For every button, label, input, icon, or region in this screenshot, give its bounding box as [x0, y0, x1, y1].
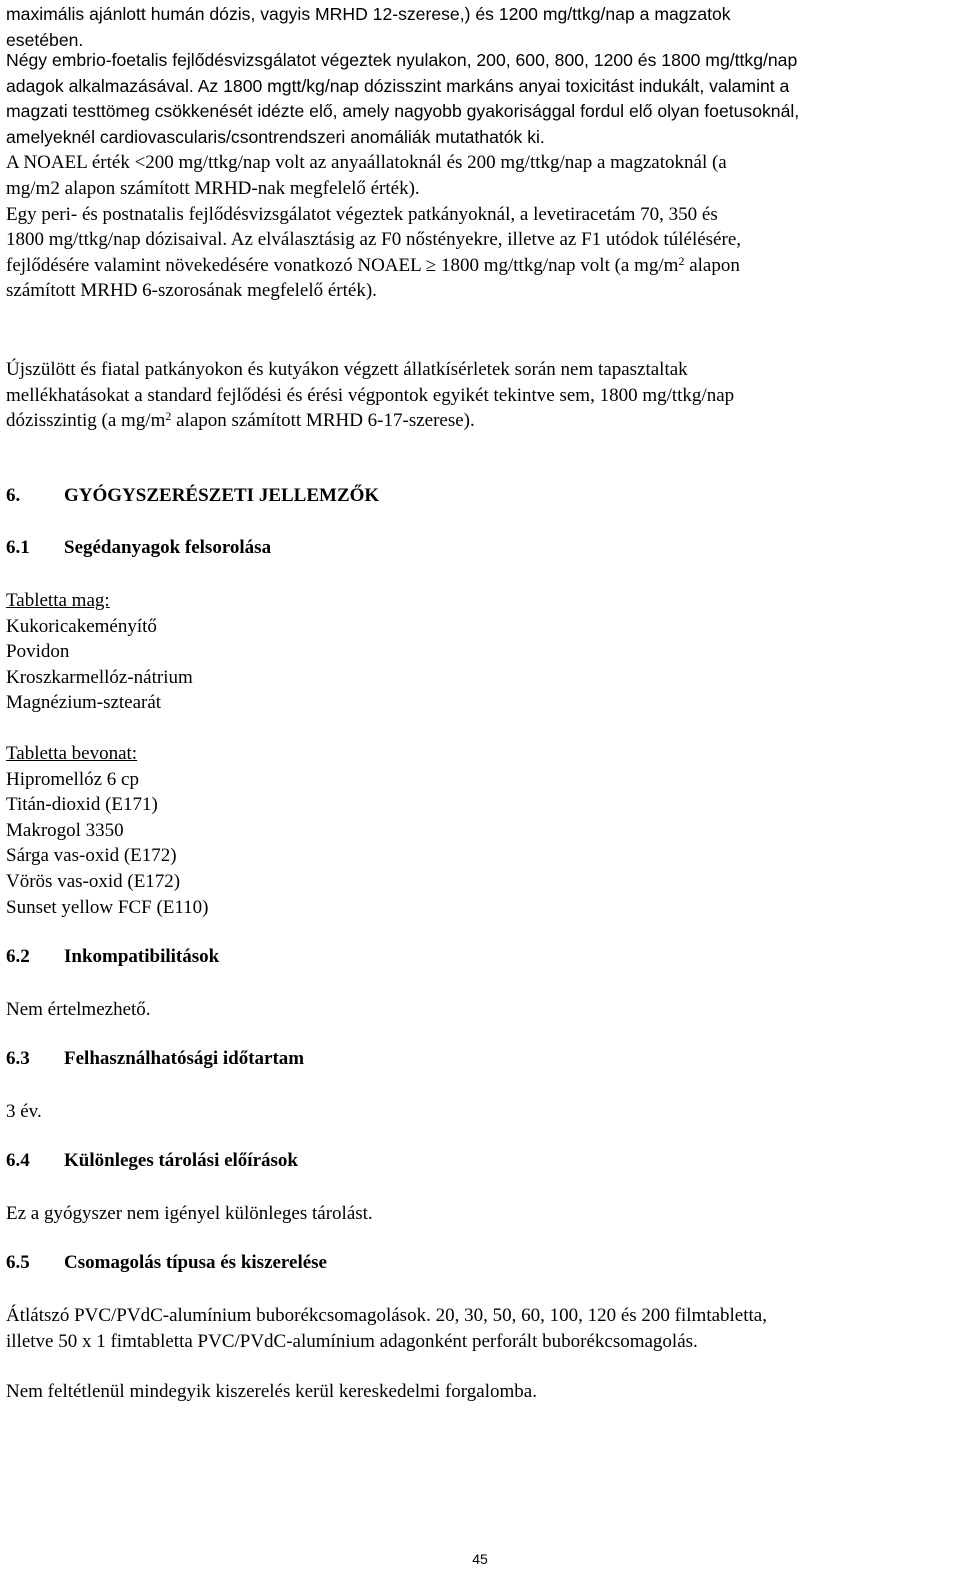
text-line: esetében. — [6, 29, 84, 50]
section-number: 6.5 — [6, 1252, 30, 1273]
text-line: Átlátszó PVC/PVdC-alumínium buborékcsomagolások. 20, 30, 50, 60, 100, 120 és 200 filmtabletta, — [6, 1305, 767, 1326]
list-item: Makrogol 3350 — [6, 819, 124, 841]
text-line: számított MRHD 6-szorosának megfelelő érték). — [6, 280, 377, 302]
text-line: maximális ajánlott humán dózis, vagyis MRHD 12-szerese,) és 1200 mg/ttkg/nap a magzatok — [6, 4, 731, 24]
section-6-3-heading — [6, 1048, 304, 1070]
section-6-3-text: 3 év. — [6, 1101, 42, 1122]
rabbit-study-paragraph — [6, 48, 799, 304]
section-number: 6.1 — [6, 537, 30, 558]
section-title: GYÓGYSZERÉSZETI JELLEMZŐK — [64, 485, 380, 506]
section-6-4-heading — [6, 1150, 298, 1172]
text-span: adagok alkalmazásával. — [6, 75, 194, 96]
text-line — [6, 227, 799, 253]
text-line: Négy embrio-foetalis fejlődésvizsgálatot végeztek nyulakon, 200, 600, 800, 1200 és 1800 mg/ttkg/nap — [6, 50, 798, 70]
section-title: Segédanyagok felsorolása — [64, 537, 272, 558]
section-title: Különleges tárolási előírások — [64, 1150, 298, 1171]
section-number: 6. — [6, 485, 21, 506]
list-item: Sárga vas-oxid (E172) — [6, 845, 177, 867]
list-item: Vörös vas-oxid (E172) — [6, 870, 181, 892]
superscript: 2 — [165, 409, 172, 424]
text-span: Az 1800 mgtt/kg/nap dózisszint markáns anyai toxicitást indukált, valamint a — [193, 75, 790, 96]
section-6-2-text: Nem értelmezhető. — [6, 999, 151, 1020]
page-number: 45 — [472, 1551, 488, 1567]
section-6-5-heading — [6, 1252, 327, 1274]
section-number: 6.3 — [6, 1048, 30, 1069]
list-item: Kroszkarmellóz-nátrium — [6, 666, 193, 688]
text-span: Az elválasztásig az F0 nőstényekre, illetve az F1 utódok túlélésére, — [227, 229, 741, 251]
text-line: A NOAEL érték <200 mg/ttkg/nap volt az anyaállatoknál és 200 mg/ttkg/nap a magzatoknál (a — [6, 152, 727, 174]
list-label: Tabletta bevonat: — [6, 743, 138, 764]
list-item: Titán-dioxid (E171) — [6, 794, 158, 816]
list-item: Sunset yellow FCF (E110) — [6, 896, 209, 918]
text-line: magzati testtömeg csökkenését idézte elő, amely nagyobb gyakorisággal fordul elő olyan foetusoknál, — [6, 101, 800, 122]
text-line: Egy peri- és postnatalis fejlődésvizsgálatot végeztek patkányoknál, a levetiracetám 70, 350 és — [6, 203, 718, 225]
text-line — [6, 74, 799, 100]
text-line: Újszülött és fiatal patkányokon és kutyákon végzett állatkísérletek során nem tapasztaltak — [6, 359, 688, 380]
text-span: alapon — [684, 254, 740, 276]
section-6-4-text: Ez a gyógyszer nem igényel különleges tárolást. — [6, 1203, 373, 1224]
text-span: fejlődésére valamint növekedésére vonatkozó NOAEL — [6, 254, 426, 276]
section-title: Felhasználhatósági időtartam — [64, 1048, 305, 1069]
list-item: Hipromellóz 6 cp — [6, 768, 139, 790]
section-number: 6.2 — [6, 946, 30, 967]
text-span: 1800 mg/ttkg/nap volt (a mg/m — [436, 254, 679, 276]
section-title: Inkompatibilitások — [64, 946, 220, 967]
text-span: 1800 mg/ttkg/nap dózisaival. — [6, 229, 228, 251]
list-item: Kukoricakeményítő — [6, 615, 157, 637]
ge-symbol: ≥ — [425, 254, 437, 276]
section-6-2-heading — [6, 946, 219, 968]
text-line: mellékhatásokat a standard fejlődési és érési végpontok egyikét tekintve sem, 1800 mg/ttkg/nap — [6, 384, 735, 406]
text-line — [6, 408, 734, 434]
text-span: dózisszintig (a mg/m — [6, 410, 166, 432]
tablet-coating-list — [6, 741, 209, 920]
section-6-heading — [6, 485, 379, 507]
list-item: Povidon — [6, 641, 70, 663]
text-line: illetve 50 x 1 fimtabletta PVC/PVdC-alumínium adagonként perforált buborékcsomagolás. — [6, 1330, 698, 1352]
section-number: 6.4 — [6, 1150, 30, 1171]
section-6-5-text — [6, 1303, 767, 1354]
text-span: alapon számított MRHD 6-17-szerese). — [171, 410, 475, 432]
section-6-5-note: Nem feltétlenül mindegyik kiszerelés kerül kereskedelmi forgalomba. — [6, 1381, 537, 1402]
list-label: Tabletta mag: — [6, 590, 110, 611]
text-line — [6, 253, 799, 279]
text-line: amelyeknél cardiovascularis/csontrendszeri anomáliák mutathatók ki. — [6, 126, 545, 147]
section-6-1-heading — [6, 537, 271, 559]
newborn-study-paragraph — [6, 357, 734, 434]
list-item: Magnézium-sztearát — [6, 692, 162, 714]
superscript: 2 — [678, 253, 685, 268]
tablet-core-list — [6, 588, 193, 716]
text-line: mg/m2 alapon számított MRHD-nak megfelelő érték). — [6, 177, 420, 199]
intro-paragraph — [6, 2, 731, 53]
section-title: Csomagolás típusa és kiszerelése — [64, 1252, 327, 1273]
